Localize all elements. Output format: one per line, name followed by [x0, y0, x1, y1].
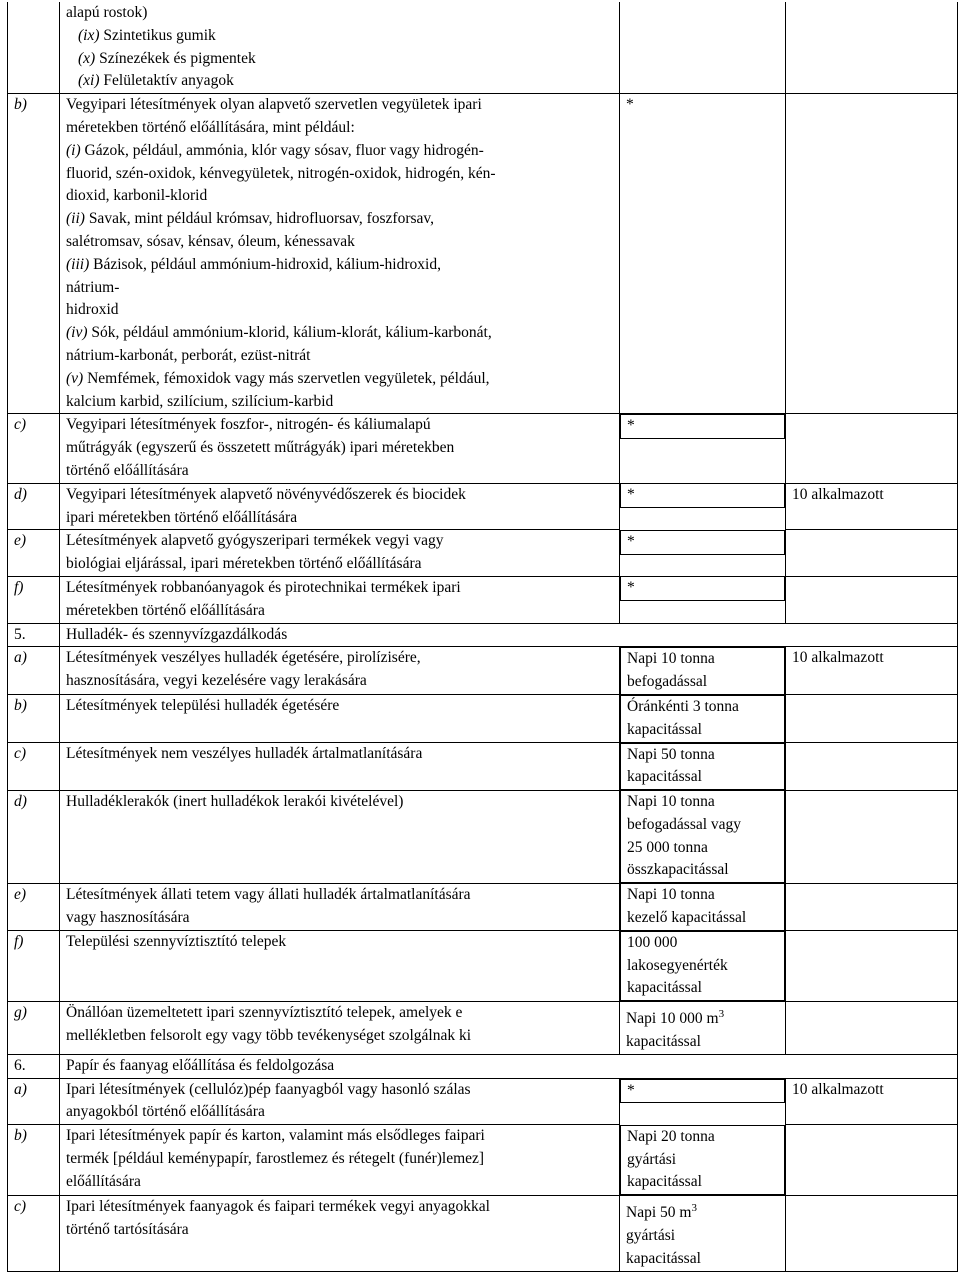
- description-cell: [60, 883, 620, 931]
- description-line: Vegyipari létesítmények foszfor-, nitrogén- és káliumalapú: [66, 416, 431, 434]
- threshold-cell: *: [620, 1079, 785, 1104]
- description-line: alapú rostok): [66, 4, 148, 21]
- threshold-cell: Napi 50 tonna kapacitással: [620, 743, 785, 791]
- description-cell: [60, 414, 620, 483]
- other-threshold-cell: [786, 94, 958, 414]
- threshold-line: gyártási kapacitással: [626, 1226, 701, 1267]
- table-row-5a: [8, 647, 958, 695]
- description-line: méretekben történő előállítására, mint például:: [66, 118, 355, 136]
- description-line: (iv) Sók, például ammónium-klorid, kálium-klorát, kálium-karbonát,: [66, 324, 492, 342]
- table-row-5b: [8, 695, 958, 743]
- threshold-cell: [620, 1196, 786, 1271]
- other-threshold-cell: [786, 931, 958, 1002]
- table-row-4c: [8, 414, 958, 483]
- table-row-5e: [8, 883, 958, 931]
- description-line: Ipari létesítmények (cellulóz)pép faanyagból vagy hasonló szálas: [66, 1080, 471, 1098]
- description-line: hasznosítására, vegyi kezelésére vagy lerakására: [66, 672, 367, 690]
- unit-exponent: 3: [691, 1201, 697, 1214]
- threshold-cell: *: [620, 530, 785, 555]
- threshold-cell: [620, 2, 786, 94]
- other-threshold-cell: [786, 530, 958, 577]
- other-threshold-cell: [786, 576, 958, 623]
- label-cell: [8, 2, 60, 94]
- description-line: anyagokból történő előállítására: [66, 1103, 265, 1121]
- table-row-5g: [8, 1002, 958, 1055]
- other-threshold-cell: [786, 695, 958, 743]
- description-line: Létesítmények veszélyes hulladék égetésére, pirolízisére,: [66, 649, 421, 667]
- threshold-line: [626, 1008, 779, 1031]
- section-title: Hulladék- és szennyvízgazdálkodás: [60, 623, 958, 647]
- table-row-5f: [8, 931, 958, 1002]
- row-label: d): [8, 483, 60, 530]
- description-cell: [60, 1002, 620, 1055]
- description-line: nátrium-karbonát, perborát, ezüst-nitrát: [66, 346, 311, 364]
- description-line: (v) Nemfémek, fémoxidok vagy más szervetlen vegyületek, például,: [66, 369, 490, 387]
- description-line: Létesítmények nem veszélyes hulladék ártalmatlanítására: [66, 745, 423, 762]
- table-row-6c: [8, 1196, 958, 1271]
- threshold-cell: *: [620, 576, 785, 601]
- other-threshold-cell: [786, 883, 958, 931]
- table-row-continuation: [8, 2, 958, 94]
- description-line: történő tartósítására: [66, 1220, 189, 1238]
- description-line: Ipari létesítmények faanyagok és faipari termékek vegyi anyagokkal: [66, 1198, 490, 1216]
- table-row-4f: [8, 576, 958, 623]
- description-cell: [60, 1078, 620, 1125]
- other-threshold-cell: 10 alkalmazott: [786, 483, 958, 530]
- description-line: Létesítmények állati tetem vagy állati hulladék ártalmatlanítására: [66, 885, 471, 903]
- description-line: termék [például keménypapír, farostlemez és rétegelt (funér)lemez]: [66, 1150, 485, 1168]
- description-cell: [60, 1125, 620, 1196]
- description-line: műtrágyák (egyszerű és összetett műtrágyák) ipari méretekben: [66, 439, 455, 457]
- threshold-cell: Napi 10 tonna kezelő kapacitással: [620, 883, 785, 931]
- description-line: előállítására: [66, 1172, 141, 1190]
- description-cell: [60, 790, 620, 883]
- description-cell: [60, 2, 620, 94]
- description-line: (xi) Felületaktív anyagok: [78, 72, 234, 90]
- table-row-5c: [8, 743, 958, 791]
- description-line: hidroxid: [66, 301, 119, 319]
- description-line: Létesítmények alapvető gyógyszeripari termékek vegyi vagy: [66, 532, 444, 550]
- row-label: e): [8, 530, 60, 577]
- threshold-value: Napi 50 m: [626, 1204, 692, 1222]
- row-label: a): [8, 647, 60, 695]
- threshold-cell: Napi 10 tonna befogadással vagy 25 000 tonna összkapacitással: [620, 790, 785, 883]
- description-cell: [60, 1196, 620, 1271]
- unit-exponent: 3: [718, 1008, 725, 1021]
- other-threshold-cell: [786, 1196, 958, 1271]
- other-threshold-cell: [786, 790, 958, 883]
- section-heading-5: [8, 623, 958, 647]
- table-row-6b: [8, 1125, 958, 1196]
- description-line: nátrium-: [66, 278, 120, 296]
- threshold-cell: Óránkénti 3 tonna kapacitással: [620, 695, 785, 743]
- row-label: d): [8, 790, 60, 883]
- description-line: vagy hasznosítására: [66, 908, 190, 926]
- threshold-line: [626, 1202, 779, 1225]
- row-label: f): [8, 931, 60, 1002]
- document-table: [7, 2, 958, 1272]
- table-row-4d: [8, 483, 958, 530]
- row-label: e): [8, 883, 60, 931]
- description-line: fluorid, szén-oxidok, kénvegyületek, nitrogén-oxidok, hidrogén, kén-: [66, 164, 496, 182]
- row-label: c): [8, 1196, 60, 1271]
- threshold-cell: *: [620, 483, 785, 508]
- other-threshold-cell: [786, 414, 958, 483]
- threshold-value: Napi 10 000 m: [626, 1010, 719, 1028]
- section-number: 5.: [8, 623, 60, 647]
- table-row-4b: [8, 94, 958, 414]
- description-line: dioxid, karbonil-klorid: [66, 187, 208, 205]
- threshold-cell: *: [620, 94, 786, 414]
- row-label: a): [8, 1078, 60, 1125]
- description-cell: [60, 483, 620, 530]
- description-line: méretekben történő előállítására: [66, 601, 265, 619]
- description-line: (iii) Bázisok, például ammónium-hidroxid, kálium-hidroxid,: [66, 255, 441, 273]
- section-heading-6: [8, 1054, 958, 1078]
- table-row-5d: [8, 790, 958, 883]
- description-line: Létesítmények robbanóanyagok és pirotechnikai termékek ipari: [66, 578, 461, 596]
- other-threshold-cell: 10 alkalmazott: [786, 1078, 958, 1125]
- row-label: b): [8, 1125, 60, 1196]
- description-cell: [60, 931, 620, 1002]
- description-line: Önállóan üzemeltetett ipari szennyvíztisztító telepek, amelyek e: [66, 1004, 463, 1022]
- description-cell: [60, 695, 620, 743]
- row-label: c): [8, 414, 60, 483]
- threshold-cell: *: [620, 414, 785, 439]
- description-cell: [60, 94, 620, 414]
- description-line: (x) Színezékek és pigmentek: [78, 49, 256, 67]
- row-label: b): [8, 695, 60, 743]
- description-line: Települési szennyvíztisztító telepek: [66, 933, 287, 951]
- section-title: Papír és faanyag előállítása és feldolgozása: [60, 1054, 958, 1078]
- threshold-cell: Napi 20 tonna gyártási kapacitással: [620, 1125, 785, 1195]
- description-cell: [60, 647, 620, 695]
- threshold-cell: 100 000 lakosegyenérték kapacitással: [620, 931, 785, 1001]
- threshold-cell: [620, 1002, 786, 1055]
- table-row-6a: [8, 1078, 958, 1125]
- other-threshold-cell: 10 alkalmazott: [786, 647, 958, 695]
- threshold-line: kapacitással: [626, 1033, 701, 1051]
- description-line: mellékletben felsorolt egy vagy több tevékenységet szolgálnak ki: [66, 1027, 472, 1045]
- document-table-body: [8, 2, 958, 1271]
- row-label: g): [8, 1002, 60, 1055]
- description-line: Vegyipari létesítmények alapvető növényvédőszerek és biocidek: [66, 485, 466, 503]
- section-number: 6.: [8, 1054, 60, 1078]
- description-line: Létesítmények települési hulladék égetésére: [66, 697, 340, 715]
- description-line: ipari méretekben történő előállítására: [66, 508, 298, 526]
- description-line: salétromsav, sósav, kénsav, óleum, kénessavak: [66, 232, 355, 250]
- other-threshold-cell: [786, 1125, 958, 1196]
- description-line: biológiai eljárással, ipari méretekben történő előállítására: [66, 555, 422, 573]
- description-line: (ii) Savak, mint például krómsav, hidrofluorsav, foszforsav,: [66, 210, 435, 228]
- row-label: c): [8, 743, 60, 791]
- description-cell: [60, 576, 620, 623]
- description-line: Vegyipari létesítmények olyan alapvető szervetlen vegyületek ipari: [66, 96, 482, 114]
- description-line: Ipari létesítmények papír és karton, valamint más elsődleges faipari: [66, 1127, 485, 1145]
- description-cell: [60, 530, 620, 577]
- other-threshold-cell: [786, 743, 958, 791]
- description-line: történő előállítására: [66, 461, 189, 479]
- description-cell: [60, 743, 620, 791]
- threshold-cell: Napi 10 tonna befogadással: [620, 647, 785, 695]
- other-threshold-cell: [786, 1002, 958, 1055]
- description-line: Hulladéklerakók (inert hulladékok lerakói kivételével): [66, 792, 404, 810]
- description-line: (i) Gázok, például, ammónia, klór vagy sósav, fluor vagy hidrogén-: [66, 141, 484, 159]
- row-label: b): [8, 94, 60, 414]
- row-label: f): [8, 576, 60, 623]
- table-row-4e: [8, 530, 958, 577]
- description-line: (ix) Szintetikus gumik: [78, 26, 216, 44]
- other-threshold-cell: [786, 2, 958, 94]
- description-line: kalcium karbid, szilícium, szilícium-karbid: [66, 392, 334, 410]
